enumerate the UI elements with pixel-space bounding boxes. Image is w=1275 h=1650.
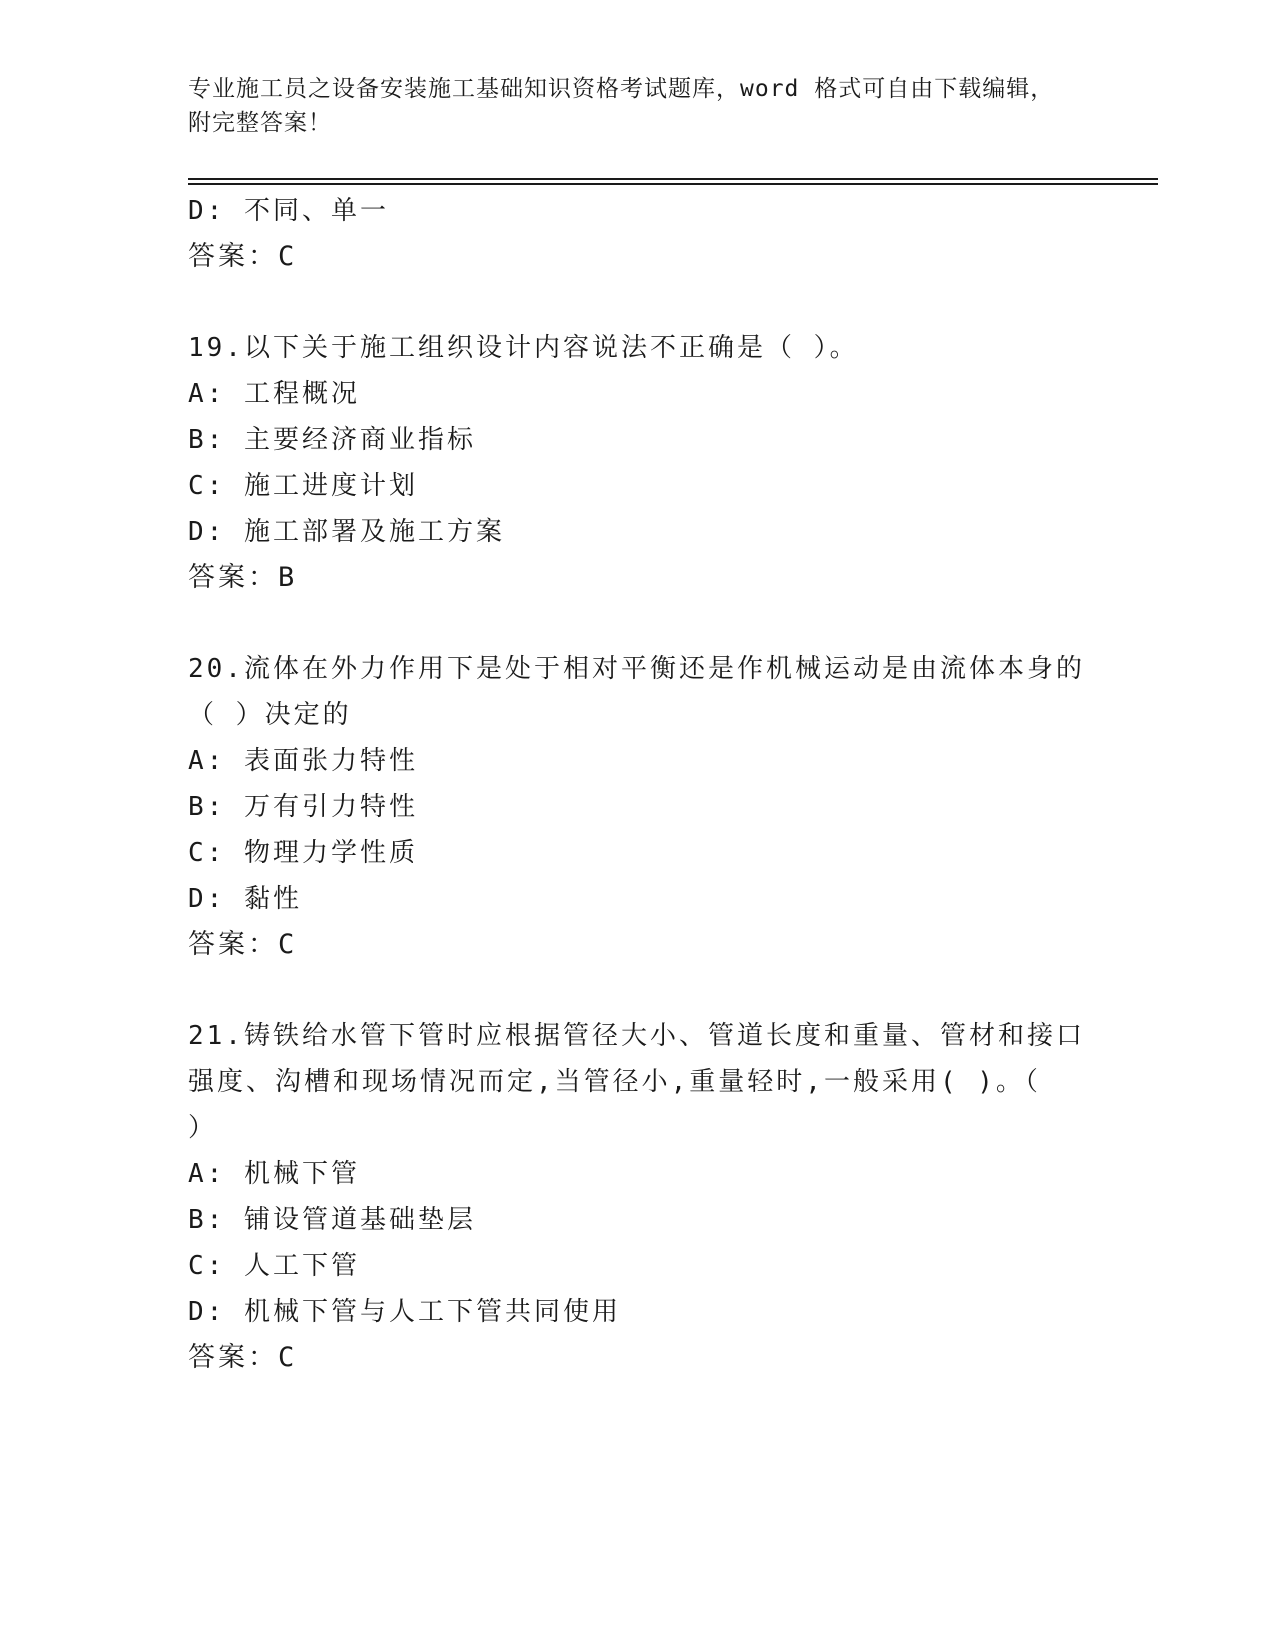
option-b: B: 铺设管道基础垫层 xyxy=(188,1205,476,1235)
prev-option-d: D: 不同、单一 xyxy=(188,196,389,226)
question-stem: 19.以下关于施工组织设计内容说法不正确是（ ）。 xyxy=(188,333,859,363)
spacer xyxy=(188,968,1088,1013)
prev-answer: 答案：C xyxy=(188,241,298,272)
option-d: D: 机械下管与人工下管共同使用 xyxy=(188,1297,621,1327)
header-line-1: 专业施工员之设备安装施工基础知识资格考试题库，word 格式可自由下载编辑， xyxy=(188,76,1055,102)
question-stem-line-2: （ ）决定的 xyxy=(188,700,352,730)
question-21 xyxy=(188,1013,1088,1381)
option-a: A: 机械下管 xyxy=(188,1159,360,1189)
header-double-rule xyxy=(188,178,1158,185)
header-line-2: 附完整答案！ xyxy=(188,110,332,136)
answer: 答案：C xyxy=(188,929,298,960)
question-stem-line-1: 20.流体在外力作用下是处于相对平衡还是作机械运动是由流体本身的 xyxy=(188,654,1085,684)
question-19 xyxy=(188,325,1088,601)
option-d: D: 黏性 xyxy=(188,884,302,914)
option-c: C: 物理力学性质 xyxy=(188,838,418,868)
option-b: B: 万有引力特性 xyxy=(188,792,418,822)
option-a: A: 工程概况 xyxy=(188,379,360,409)
answer: 答案：C xyxy=(188,1342,298,1373)
question-20 xyxy=(188,646,1088,968)
option-a: A: 表面张力特性 xyxy=(188,746,418,776)
question-content xyxy=(188,188,1088,1381)
spacer xyxy=(188,280,1088,325)
spacer xyxy=(188,601,1088,646)
question-stem-line-2: 强度、沟槽和现场情况而定,当管径小,重量轻时,一般采用( )。（ xyxy=(188,1067,1041,1097)
option-c: C: 人工下管 xyxy=(188,1251,360,1281)
answer: 答案：B xyxy=(188,562,298,593)
document-header xyxy=(188,72,1068,140)
question-stem-line-1: 21.铸铁给水管下管时应根据管径大小、管道长度和重量、管材和接口 xyxy=(188,1021,1085,1051)
question-stem-line-3: ） xyxy=(188,1113,218,1143)
option-b: B: 主要经济商业指标 xyxy=(188,425,476,455)
option-c: C: 施工进度计划 xyxy=(188,471,418,501)
option-d: D: 施工部署及施工方案 xyxy=(188,517,505,547)
